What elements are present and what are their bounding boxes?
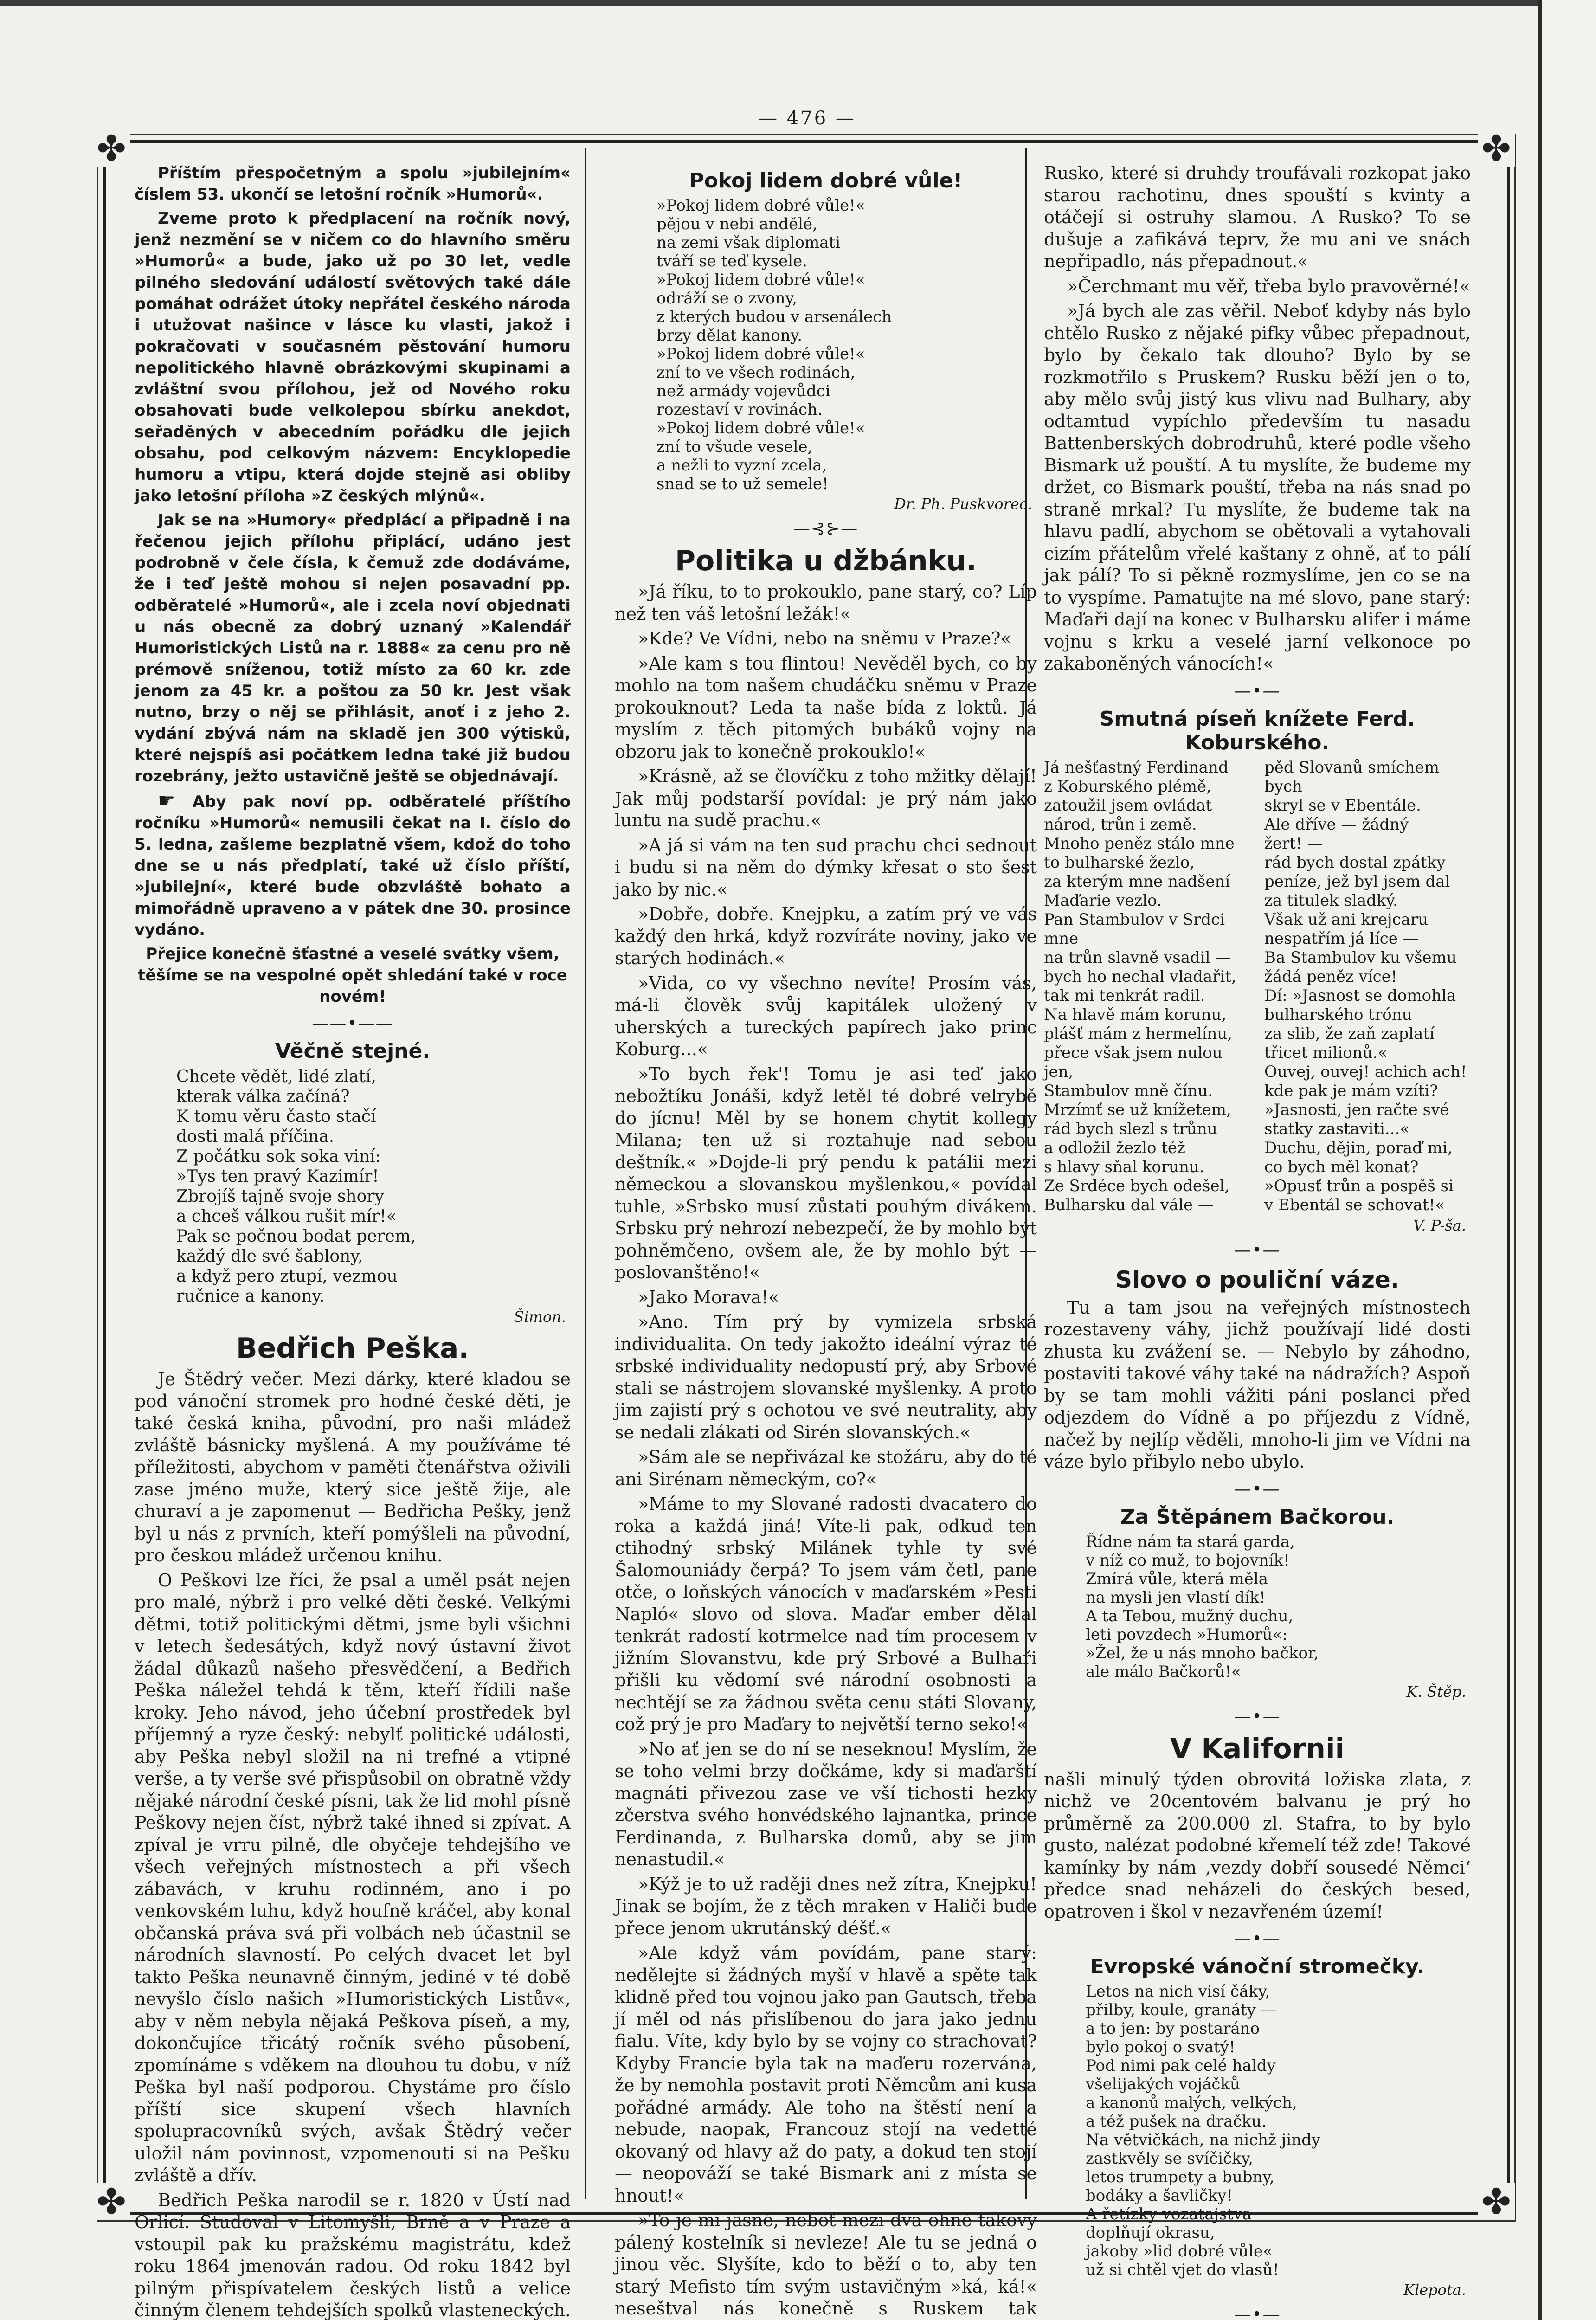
dialogue-paragraph: »To bych řek'! Tomu je asi teď jako nebožtíku Jonáši, když letěl té dobré velrybě do jícnu! Měl by se honem chytit kollegy Milana; ten už si roztahuje nad sebou deštník.« »Dojde-li prý pendu k patálii mezi německou a slovanskou myšlenkou,« povídal tuhle, »Srbsko musí zůstati pouhým divákem. Srbsku prý nehrozí nebezpečí, že by mohlo být pohněmčeno, ovšem ale, že by mohlo být — poslovanštěno!«: [615, 1063, 1037, 1282]
divider-ornament: —•—: [1234, 1929, 1281, 1948]
dialogue-paragraph: »Já říku, to to prokouklo, pane starý, co? Líp než ten váš letošní ležák!«: [615, 581, 1037, 624]
corner-ornament-icon: ✤: [1478, 130, 1515, 167]
poem-signature: V. P-ša.: [1413, 1216, 1466, 1234]
dialogue-paragraph: »Ano. Tím prý by vymizela srbská individualita. On tedy jakožto ideální výraz té srbské individuality nedopustí prý, aby Srbové stali se nástrojem slovanské myšlenky. A proto jim zajistí prý s ochotou ve své neutrality, aby se nedali zlákati od Sirén slovanských.«: [615, 1312, 1037, 1443]
dialogue-paragraph: »Čerchmant mu věř, třeba bylo pravověrné!«: [1067, 276, 1470, 296]
poem-verse: pěd Slovanů smíchem bych skryl se v Ebentále. Ale dříve — žádný žert! — rád bych dostal zpátky peníze, jež byl jsem dal za titulek sladký. Však už ani krejcaru nespatřím já líce — Ba Stambulov ku všemu žádá peněz více! Dí: »Jasnost se domohla bulharského trónu za slib, že zaň zaplatí třicet milionů.« Ouvej, ouvej! achich ach! kde pak je mám vzíti? »Jasnosti, jen račte své statky zastaviti...« Duchu, dějin, poraď mi, co bych měl konat? »Opusť trůn a pospěš si v Ebentál se schovat!«: [1264, 758, 1467, 1214]
poem-verse: Řídne nám ta stará garda, v níž co muž, to bojovník! Zmírá vůle, která měla na mysli jen vlastí dík! A ta Tebou, mužný duchu, leti povzdech »Humorů«: »Žel, že u nás mnoho bačkor, ale málo Bačkorů!«: [1086, 1532, 1319, 1681]
poem-title: Smutná píseň knížete Ferd. Koburského.: [1099, 707, 1416, 754]
announcement-text: Aby pak noví pp. odběratelé příštího ročníku »Humorů« nemusili čekat na I. číslo do 5. ledna, zašleme bezplatně všem, kdož do toho dne se u nás předplatí, také už číslo příští, »jubilejní«, které bude obzvláště bohato a mimořádně upraveno a v pátek dne 30. prosince vydáno.: [135, 793, 571, 939]
divider-ornament: —⊰⊱—: [793, 519, 859, 538]
poem-title: Pokoj lidem dobré vůle!: [689, 169, 963, 193]
article-title: V Kalifornii: [1170, 1732, 1345, 1765]
dialogue-paragraph: »Ale když vám povídám, pane starý: nedělejte si žádných myší v hlavě a spěte tak klidně před tou vojnou jako pan Gautsch, třeba jí měl od nás přislíbenou do jara jako jednu fialu. Víte, kdy bylo by se vojny co strachovat? Kdyby Francie byla tak na maďeru rozervána, že by nemohla postavit proti Němcům ani kusa pořádné armády. Ale toho na štěstí není a nebude, naopak, Francouz stojí na vedetté okovaný od hlavy až do paty, a dokud ten stojí — neopováží se také Bismark ani z místa se hnout!«: [615, 1943, 1037, 2206]
article-paragraph: našli minulý týden obrovitá ložiska zlata, z nichž ve 20centovém balvanu je prý ho průměrně za 200.000 zl. Stafra, to by bylo gusto, nalézat podobné křemelí též zde! Takové kamínky by nám ‚vezdy dobří sousedé Němci‘ předce snad neházeli do českých besed, opatroven i škol v nezavřeném území!: [1044, 1769, 1471, 1922]
dialogue-paragraph: »Vida, co vy všechno nevíte! Prosím vás, má-li člověk svůj kapitálek uložený v uherských a tureckých papírech jako princ Koburg...«: [615, 973, 1037, 1059]
poem-signature: Klepota.: [1403, 2281, 1466, 2299]
dialogue-paragraph: »Kýž je to už raději dnes než zítra, Knejpku! Jinak se bojím, že z těch mraken v Haliči bude přece jenom ukrutánský déšť.«: [615, 1874, 1037, 1939]
poem-signature: Šimon.: [514, 1308, 566, 1326]
dialogue-paragraph: »Já bych ale zas věřil. Neboť kdyby nás bylo chtělo Rusko z nějaké pifky vůbec přepadnout, bylo by čekalo tak dlouho? Bylo by se rozkmotřilo s Pruskem? Rusku běží jen o to, aby mělo svůj jistý kus vlivu nad Bulhary, aby odtamtud vypíchlo především tu nasadu Battenberských dobrodruhů, které podle všeho Bismark už pouští. A tu myslíte, že budeme my držet, co Bismark pouští, třeba na nás snad po straně mrkal? Tu myslíte, že budeme tak na hlavu padlí, abychom se obětovali a vytahovali cizím přátelům vřelé kaštany z ohně, ať to pálí jak pálí? To si pěkně rozmyslíme, jen co se na to vyspíme. Pamatujte na mé slovo, pane starý: Maďaři dají na konec v Bulharsku alifer i máme vojnu s krku a veselé jarní velkonoce po zakaboněných vánocích!«: [1044, 301, 1471, 674]
article-title: Slovo o pouliční váze.: [1115, 1266, 1399, 1293]
divider-ornament: —•—: [1234, 681, 1281, 701]
column-3: [1044, 162, 1471, 2320]
poem-verse: »Pokoj lidem dobré vůle!« pějou v nebi andělé, na zemi však diplomati tváří se teď kysele. »Pokoj lidem dobré vůle!« odráží se o zvony, z kterých budou v arsenálech brzy dělat kanony. »Pokoj lidem dobré vůle!« zní to ve všech rodinách, než armády vojevůdci rozestaví v rovinách. »Pokoj lidem dobré vůle!« zní to všude vesele, a nežli to vyzní zcela, snad se to už semele!: [656, 196, 892, 493]
dialogue-paragraph: »Kde? Ve Vídni, nebo na sněmu v Praze?«: [638, 628, 1011, 649]
scan-top-edge: [0, 0, 1538, 6]
divider-ornament: —•—: [1234, 1707, 1281, 1726]
dialogue-paragraph: »A já si vám na ten sud prachu chci sednout i budu si na něm do dýmky křesat o sto šest jako by nic.«: [615, 835, 1037, 900]
article-title: Politika u džbánku.: [675, 545, 977, 577]
announcement-paragraph: Přejice konečně šťastné a veselé svátky všem, těšíme se na vespolné opět shledání také v roce novém!: [138, 945, 567, 1006]
article-title: Bedřich Peška.: [236, 1332, 470, 1365]
poem-verse: Chcete vědět, lidé zlatí, kterak válka začíná? K tomu věru často stačí dosti malá příčina. Z počátku sok soka viní: »Tys ten pravý Kazimír! Zbrojíš tajně svoje shory a chceš válkou rušit mír!« Pak se počnou bodat perem, každý dle své šablony, a když pero ztupí, vezmou ručnice a kanony.: [176, 1067, 416, 1306]
poem-signature: Dr. Ph. Puskvorec.: [894, 495, 1032, 513]
dialogue-paragraph: »Jako Morava!«: [638, 1287, 779, 1308]
corner-ornament-icon: ✤: [93, 130, 130, 167]
divider-ornament: —•—: [1234, 1479, 1281, 1499]
article-paragraph: Bedřich Peška narodil se r. 1820 v Ústí nad Orlicí. Studoval v Litomyšli, Brně a v Praze a vstoupil pak ku pražskému magistrátu, kdež roku 1864 jmenován radou. Od roku 1842 byl pilným přispívatelem českých listů a velice činným členem tehdejších spolků vlasteneckých.: [135, 2190, 571, 2320]
announcement-paragraph: Jak se na »Humory« předplácí a připadně i na řečenou jejich přílohu připlácí, udáno jest podrobně v čele čísla, k čemuž zde dodáváme, že i teď ještě mohou si nejen posavadní pp. odběratelé »Humorů«, ale i zcela noví objednati u nás obecně za dobrý uznaný »Kalendář Humoristických Listů na r. 1888« za cenu pro ně prémově sníženou, totiž místo za 60 kr. zde jenom za 45 kr. a poštou za 50 kr. Jest však nutno, brzy o něj se přihlásit, anoť i z jeho 2. vydání zbývá nám na skladě jen 300 výtisků, které nejspíš asi počátkem ledna také již budou rozebrány, ježto ustavičně ještě se objednávají.: [135, 511, 571, 786]
column-1: [135, 162, 571, 2320]
corner-ornament-icon: ✤: [93, 2183, 130, 2220]
poem-title: Za Štěpánem Bačkorou.: [1120, 1505, 1395, 1529]
dialogue-paragraph: »Sám ale se nepřivázal ke stožáru, aby do té ani Sirénam německým, co?«: [615, 1447, 1037, 1489]
article-paragraph: O Peškovi lze říci, že psal a uměl psát nejen pro malé, nýbrž i pro velké děti české. Velkými dětmi, totiž politickými dětmi, jsme byli všichni v letech šedesátých, když nový ústavní život žádal důkazů našeho přesvědčení, a Bedřich Peška náležel tehdá k těm, kteří řídili naše kroky. Jeho návod, jeho účební prostředek byl příjemný a ryze český: nebylť politické události, aby Peška nebyl složil na ni trefné a vtipné verše, a ty verše své přispůsobil on obratně vždy nějaké národní české písni, tak že lid mohl písně Peškovy nejen číst, nýbrž také ihned si zpívat. A zpíval je vrru pilně, dle obyčeje tehdejšího ve všech veřejných místnostech a při všech zábavách, v kruhu rodinném, ano i po venkovském luhu, když houfně kráčel, aby konal občanská práva svá při volbách neb účastnil se národních slavností. Po celých dvacet let byl takto Peška neunavně činným, jediné v té době nevyšlo číslo našich »Humoristických Listův«, aby v něm nebyla nějaká Peškova píseň, a my, dokončujíce třicátý ročník svého působení, zpomínáme s vděkem na dlouhou tu dobu, v níž Peška byl naší podporou. Chystáme pro číslo příští sice skupení všech hlavních spolupracovníků svých, avšak Štědrý večer uložil nám povinnost, vzpomenouti si na Pešku zvláště a dřív.: [135, 1570, 571, 2185]
dialogue-paragraph: »Ale kam s tou flintou! Nevěděl bych, co by mohlo na tom našem chudáčku sněmu v Praze prokouknout? Leda ta naše bída z loktů. Já myslím z těch pitomých bubáků vojny na obzoru jak to konečně prokouklo!«: [615, 653, 1037, 762]
pointing-hand-icon: ☛: [158, 789, 193, 812]
scan-right-edge: [1538, 0, 1596, 2320]
announcement-paragraph: [135, 790, 571, 941]
dialogue-paragraph: »Dobře, dobře. Knejpku, a zatím prý ve vás každý den hrká, když rozvíráte noviny, jako ve starých hodinách.«: [615, 904, 1037, 968]
poem-verse: Letos na nich visí čáky, přilby, koule, granáty — a to jen: by postaráno bylo pokoj o svatý! Pod nimi pak celé haldy všelijakých vojáčků a kanonů malých, velkých, a též pušek na dračku. Na větvičkách, na nichž jindy zastkvěly se svíčičky, letos trumpety a bubny, bodáky a šavličky! A řetízky vozatajstva doplňují okrasu, jakoby »lid dobré vůle« už si chtěl vjet do vlasů!: [1086, 1982, 1321, 2279]
divider-ornament: —•—: [1234, 1240, 1281, 1260]
poem-title: Věčně stejné.: [275, 1039, 431, 1063]
announcement-paragraph: Příštím přespočetným a spolu »jubilejním« číslem 53. ukončí se letošní ročník »Humorů«.: [135, 164, 571, 204]
column-rule: [585, 148, 586, 2199]
article-paragraph: Je Štědrý večer. Mezi dárky, které kladou se pod vánoční stromek pro hodné české děti, je také česká kniha, původní, pro naši mládež zvláště básnicky myšlená. A my používáme té příležitosti, abychom v paměti čtenářstva oživili zase jméno muže, který sice ještě žije, ale churaví a je zapomenut — Bedřicha Pešky, jenž byl u nás z prvních, kteří pomýšleli na původní, pro českou mládež určenou knihu.: [135, 1369, 571, 1566]
announcement-paragraph: Zveme proto k předplacení na ročník nový, jenž nezmění se v ničem co do hlavního směru »Humorů« a bude, jako už po 30 let, vedle pilného sledování událostí světových také dále pomáhat odrážet útoky nepřátel českého národa i utužovat našince v lásce ku vlasti, jakož i pokračovati v současném pěstování humoru nepolitického hlavně obrázkovými skupinami a zvláštní svou přílohou, jež od Nového roku obsahovati bude velkolepou sbírku anekdot, seřaděných v abecedním pořádku dle jejich obsahu, pod celkovým názvem: Encyklopedie humoru a vtipu, která dojde stejně asi obliby jako letošní příloha »Z českých mlýnů«.: [135, 209, 571, 505]
corner-ornament-icon: ✤: [1478, 2183, 1515, 2220]
dialogue-paragraph: »To je mi jasné, neboť mezi dva ohně takový pálený kostelník si nevleze! Ale tu se jedná o jinou věc. Slyšíte, kdo to běží o to, aby ten starý Mefisto tím svým ustavičným »ká, ká!« neseštval nás konečně s Ruskem tak: [615, 2210, 1037, 2319]
dialogue-paragraph: Rusko, které si druhdy troufávali rozkopat jako starou rachotinu, dnes spouští s kvinty a otáčejí si ostruhy slamou. A Rusko? To se dušuje a zafikává teprv, že mu ani ve snách nepřipadlo, nás přepadnout.«: [1044, 163, 1471, 271]
poem-signature: K. Štěp.: [1406, 1682, 1466, 1701]
divider-ornament: ——•——: [312, 1014, 393, 1033]
dialogue-paragraph: »Máme to my Slované radosti dvacatero do roka a každá jiná! Víte-li pak, odkud ten ctihodný srbský Milánek tyhle ty své Šalomouniády čerpá? To jsem vám četl, pane otče, o loňských vánocích v maďarském »Pesti Napló« slovo od slova. Maďar ember dělal tenkrát radostí kotrmelce nad tím procesem v jižním Slovanstvu, kde prý Srbové a Bulhaři přišli ku vědomí své národní osobnosti a nechtějí se za žádnou světa cenu státi Slovany, což prý je pro Maďary to největší terno seko!«: [615, 1494, 1037, 1734]
dialogue-paragraph: »No ať jen se do ní se neseknou! Myslím, že se toho velmi brzy dočkáme, kdy si maďarští magnáti přivezou zase ve vší tichosti hezky zčerstva svého honvédského lajnantka, prince Ferdinanda, z Bulharska domů, aby se jim nenastudil.«: [615, 1739, 1037, 1869]
poem-two-columns: [1044, 758, 1471, 1215]
dialogue-paragraph: »Krásně, až se človíčku z toho mžitky dělají! Jak můj podstarší povídal: je prý nám jako luntu na sudě prachu.«: [615, 766, 1037, 831]
article-paragraph: Tu a tam jsou na veřejných místnostech rozestaveny váhy, jichž používají lidé dosti zhusta ku zvážení se. — Nebylo by záhodno, postaviti takové váhy také na nádražích? Aspoň by se tam mohli vážiti páni poslanci před odjezdem do Vídně a po příjezdu z Vídně, načež by nejlíp věděli, mnoho-li jim ve Vídni na váze bylo přibylo nebo ubylo.: [1044, 1297, 1471, 1472]
poem-title: Evropské vánoční stromečky.: [1090, 1955, 1425, 1978]
divider-ornament: —•—: [1234, 2305, 1281, 2320]
page-number: — 476 —: [759, 108, 856, 129]
poem-verse: Já nešťastný Ferdinand z Koburského plémě, zatoužil jsem ovládat národ, trůn i země. Mnoho peněz stálo mne to bulharské žezlo, za kterým mne nadšení Maďarie vezlo. Pan Stambulov v Srdci mne na trůn slavně vsadil — bych ho nechal vladařit, tak mi tenkrát radil. Na hlavě mám korunu, plášť mám z hermelínu, přece však jsem nulou jen, Stambulov mně čínu. Mrzímť se už knížetem, rád bych slezl s trůnu a odložil žezlo též s hlavy sňal korunu. Ze Srdéce bych odešel, Bulharsku dal vále —: [1044, 758, 1236, 1214]
column-2: [615, 162, 1037, 2319]
